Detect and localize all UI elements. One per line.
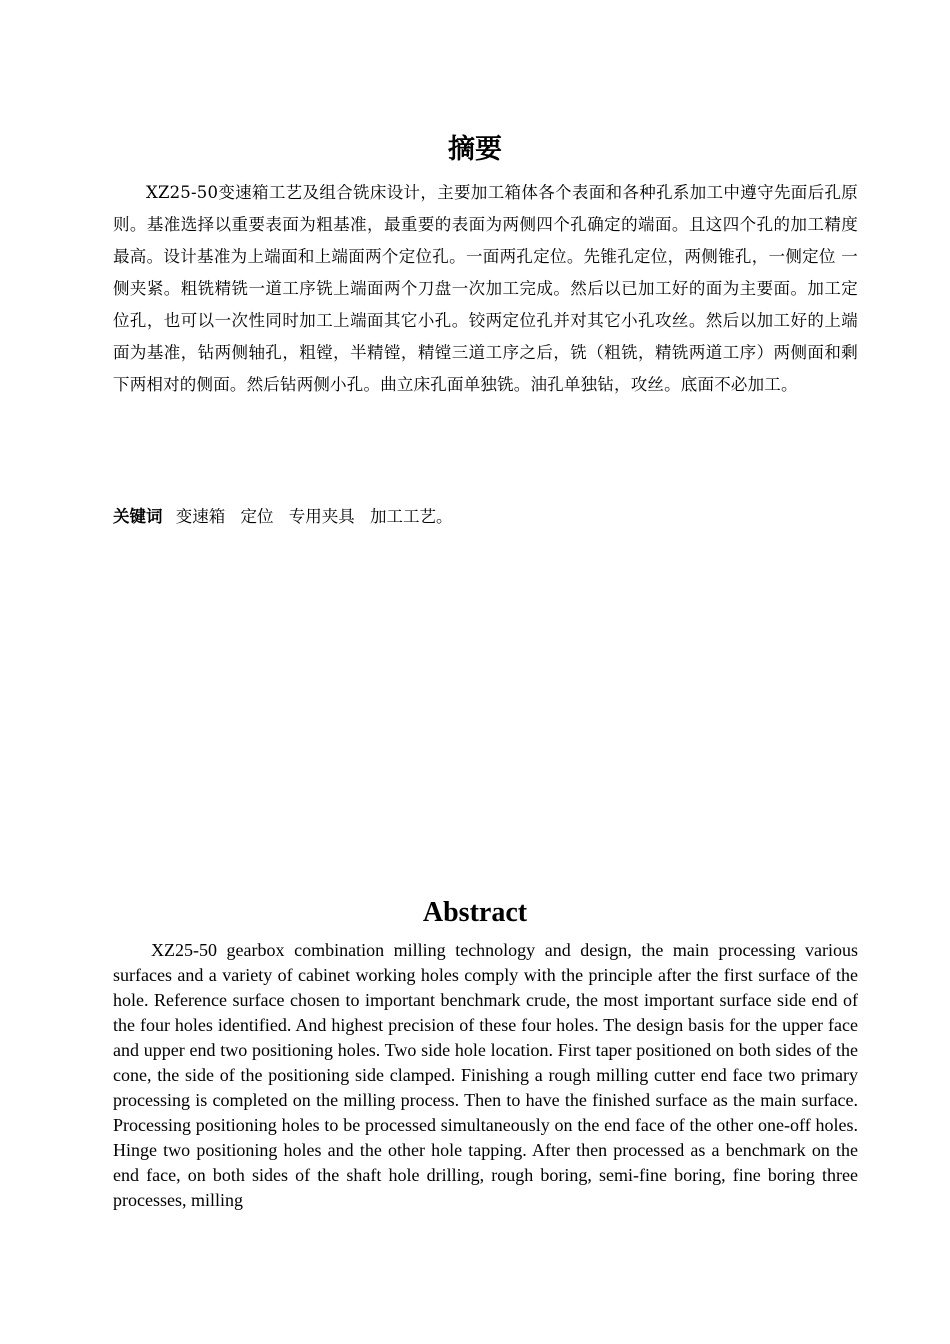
keyword-item: 加工工艺。	[370, 507, 453, 526]
keyword-item: 定位	[240, 507, 274, 526]
keywords-label: 关键词	[113, 507, 163, 526]
english-abstract-body: XZ25-50 gearbox combination milling technology and design, the main processing various surfaces and a variety of cabinet working holes comply with the principle after the first surface of the hole. Reference surface chosen to important benchmark crude, the most important surface side end of the four holes identified. And highest precision of these four holes. The design basis for the upper face and upper end two positioning holes. Two side hole location. First taper positioned on both sides of the cone, the side of the positioning side clamped. Finishing a rough milling cutter end face two primary processing is completed on the milling process. Then to have the finished surface as the main surface. Processing positioning holes to be processed simultaneously on the end face of the other one-off holes. Hinge two positioning holes and the other hole tapping. After then processed as a benchmark on the end face, on both sides of the shaft hole drilling, rough boring, semi-fine boring, fine boring three processes, milling	[113, 940, 858, 1210]
keyword-item: 专用夹具	[288, 507, 355, 526]
english-abstract-title: Abstract	[422, 897, 528, 928]
chinese-abstract-body: XZ25-50变速箱工艺及组合铣床设计，主要加工箱体各个表面和各种孔系加工中遵守先面后孔原则。基准选择以重要表面为粗基准，最重要的表面为两侧四个孔确定的端面。且这四个孔的加工精度最高。设计基准为上端面和上端面两个定位孔。一面两孔定位。先锥孔定位，两侧锥孔，一侧定位 一侧夹紧。粗铣精铣一道工序铣上端面两个刀盘一次加工完成。然后以已加工好的面为主要面。加工定位孔，也可以一次性同时加工上端面其它小孔。铰两定位孔并对其它小孔攻丝。然后以加工好的上端面为基准，钻两侧轴孔，粗镗，半精镗，精镗三道工序之后，铣（粗铣，精铣两道工序）两侧面和剩下两相对的侧面。然后钻两侧小孔。曲立床孔面单独铣。油孔单独钻，攻丝。底面不必加工。	[113, 183, 858, 394]
keyword-item: 变速箱	[175, 507, 226, 526]
keywords-line	[113, 503, 463, 531]
chinese-abstract-title: 摘要	[448, 134, 502, 165]
